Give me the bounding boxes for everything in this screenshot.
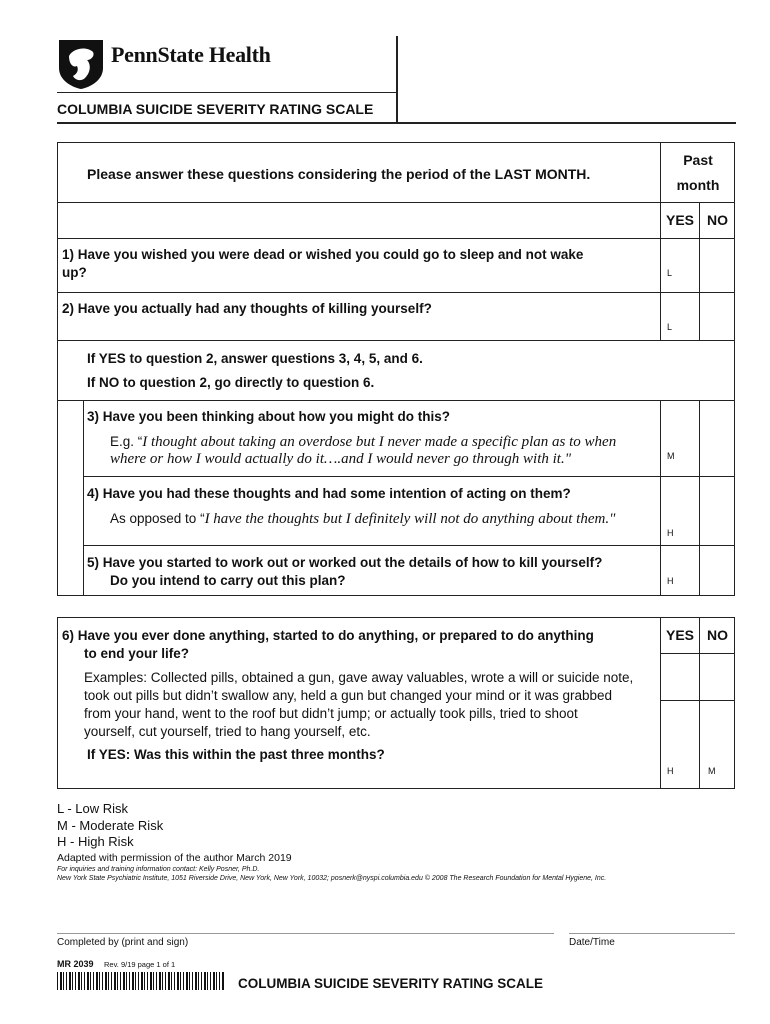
question-6-followup-no-checkbox[interactable] bbox=[700, 701, 735, 789]
instruction-text: Please answer these questions considering the period of the LAST MONTH. bbox=[87, 166, 591, 182]
question-3-no-checkbox[interactable] bbox=[700, 401, 735, 476]
logo-shield-icon bbox=[57, 38, 105, 90]
row-divider bbox=[57, 340, 735, 341]
question-4-example-prefix: As opposed to “ bbox=[110, 511, 205, 526]
question-6-no-risk-level: M bbox=[708, 766, 716, 776]
barcode-icon bbox=[57, 972, 224, 990]
question-1-yes-checkbox[interactable] bbox=[661, 239, 699, 292]
past-month-header-line1: Past bbox=[683, 152, 713, 168]
question-3-example-text-2: where or how I would actually do it….and I would never go through with it." bbox=[110, 451, 572, 467]
question-6-yes-checkbox[interactable] bbox=[661, 654, 699, 700]
question-2: 2) Have you actually had any thoughts of killing yourself? bbox=[62, 301, 432, 316]
q6-yes-column-header: YES bbox=[665, 627, 694, 643]
question-5-line1: 5) Have you started to work out or worked out the details of how to kill yourself? bbox=[87, 555, 603, 570]
datetime-line bbox=[569, 933, 735, 934]
legend-high-risk: H - High Risk bbox=[57, 834, 134, 849]
no-column-header: NO bbox=[707, 212, 728, 228]
form-number: MR 2039 bbox=[57, 959, 94, 969]
header-divider-vertical bbox=[396, 36, 398, 124]
question-5-yes-checkbox[interactable] bbox=[661, 546, 699, 596]
brand-name: PennState Health bbox=[111, 42, 271, 67]
question-3-example-text: I thought about taking an overdose but I never made a specific plan as to when bbox=[142, 434, 617, 450]
row-divider bbox=[57, 400, 735, 401]
question-4-example-text: I have the thoughts but I definitely will not do anything about them." bbox=[204, 511, 616, 527]
past-month-header-line2: month bbox=[676, 177, 720, 193]
skip-instruction-no: If NO to question 2, go directly to question 6. bbox=[87, 375, 375, 390]
header-divider-thin bbox=[57, 92, 396, 93]
completed-by-label: Completed by (print and sign) bbox=[57, 937, 189, 948]
question-3-example-prefix: E.g. “ bbox=[110, 434, 143, 449]
question-6-examples-line1: Examples: Collected pills, obtained a gun, gave away valuables, wrote a will or suicide note, bbox=[84, 670, 634, 685]
question-4: 4) Have you had these thoughts and had some intention of acting on them? bbox=[87, 486, 571, 501]
question-3-example-line1 bbox=[110, 433, 616, 451]
question-1-no-checkbox[interactable] bbox=[700, 239, 735, 292]
address-note: New York State Psychiatric Institute, 1051 Riverside Drive, New York, New York, 10032; posnerk@nyspi.columbia.edu © 2008 The Research Foundation for Mental Hygiene, Inc. bbox=[57, 875, 607, 882]
row-divider bbox=[57, 202, 735, 203]
legend-moderate-risk: M - Moderate Risk bbox=[57, 818, 164, 833]
question-5-line2: Do you intend to carry out this plan? bbox=[110, 573, 346, 588]
row-divider bbox=[57, 292, 735, 293]
q6-no-column-header: NO bbox=[707, 627, 728, 643]
question-2-yes-checkbox[interactable] bbox=[661, 293, 699, 340]
indent-divider bbox=[83, 400, 84, 596]
question-5-risk-level: H bbox=[667, 576, 674, 586]
inquiries-note: For inquiries and training information contact: Kelly Posner, Ph.D. bbox=[57, 866, 260, 873]
bottom-form-title: COLUMBIA SUICIDE SEVERITY RATING SCALE bbox=[238, 976, 544, 991]
question-6-no-checkbox[interactable] bbox=[700, 654, 735, 700]
row-divider bbox=[83, 545, 735, 546]
adapted-note: Adapted with permission of the author March 2019 bbox=[57, 852, 292, 864]
question-6-examples-line4: yourself, cut yourself, tried to hang yourself, etc. bbox=[84, 724, 371, 739]
question-3-example-line2 bbox=[110, 450, 571, 468]
signature-line bbox=[57, 933, 554, 934]
question-3-risk-level: M bbox=[667, 451, 675, 461]
row-divider bbox=[83, 476, 735, 477]
question-4-no-checkbox[interactable] bbox=[700, 477, 735, 545]
legend-low-risk: L - Low Risk bbox=[57, 801, 129, 816]
question-3-yes-checkbox[interactable] bbox=[661, 401, 699, 476]
question-4-example bbox=[110, 510, 615, 528]
question-6-line2: to end your life? bbox=[84, 646, 190, 661]
question-2-no-checkbox[interactable] bbox=[700, 293, 735, 340]
revision-info: Rev. 9/19 page 1 of 1 bbox=[104, 960, 176, 969]
datetime-label: Date/Time bbox=[569, 937, 615, 948]
question-4-risk-level: H bbox=[667, 528, 674, 538]
question-2-risk-level: L bbox=[667, 322, 673, 332]
question-1-line1: 1) Have you wished you were dead or wished you could go to sleep and not wake bbox=[62, 247, 584, 262]
skip-instruction-yes: If YES to question 2, answer questions 3, 4, 5, and 6. bbox=[87, 351, 423, 366]
question-6-examples-line3: from your hand, went to the roof but didn’t jump; or actually took pills, tried to shoot bbox=[84, 706, 578, 721]
question-1-line2: up? bbox=[62, 265, 87, 280]
row-divider bbox=[57, 238, 735, 239]
question-6-yes-risk-level: H bbox=[667, 766, 674, 776]
question-6-followup: If YES: Was this within the past three months? bbox=[87, 747, 385, 762]
question-1-risk-level: L bbox=[667, 268, 673, 278]
question-6-examples-line2: took out pills but didn’t swallow any, held a gun but changed your mind or it was grabbed bbox=[84, 688, 613, 703]
question-3: 3) Have you been thinking about how you might do this? bbox=[87, 409, 451, 424]
header-rule bbox=[57, 122, 736, 124]
question-5-no-checkbox[interactable] bbox=[700, 546, 735, 596]
form-title: COLUMBIA SUICIDE SEVERITY RATING SCALE bbox=[57, 101, 374, 117]
yes-column-header: YES bbox=[665, 212, 694, 228]
question-4-yes-checkbox[interactable] bbox=[661, 477, 699, 545]
question-6-line1: 6) Have you ever done anything, started to do anything, or prepared to do anything bbox=[62, 628, 594, 643]
